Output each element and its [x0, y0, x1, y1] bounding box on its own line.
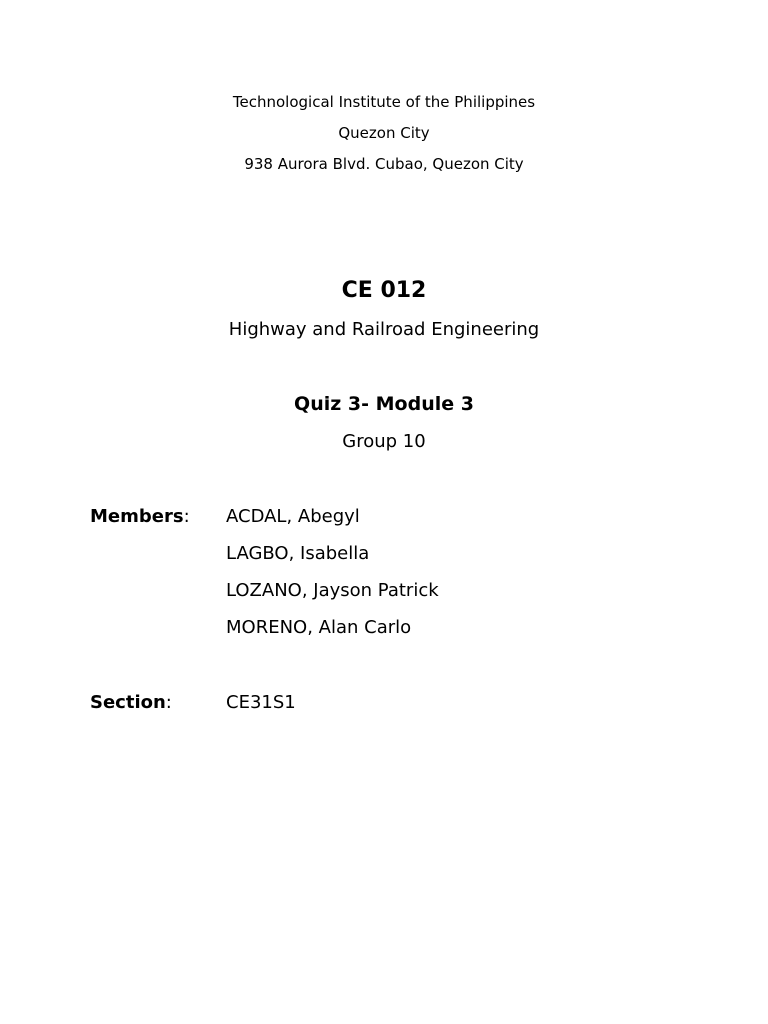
course-code: CE 012 — [341, 278, 427, 303]
member-name: LAGBO, Isabella — [226, 543, 370, 564]
member-name: MORENO, Alan Carlo — [226, 617, 412, 638]
member-name: ACDAL, Abegyl — [226, 506, 360, 527]
section-label-text: Section — [90, 692, 166, 713]
institution-city: Quezon City — [338, 124, 430, 142]
section-value: CE31S1 — [226, 692, 296, 713]
members-label-text: Members — [90, 506, 184, 527]
institution-name: Technological Institute of the Philippines — [232, 93, 536, 111]
member-name: LOZANO, Jayson Patrick — [226, 580, 439, 601]
section-colon: : — [165, 692, 172, 713]
institution-address: 938 Aurora Blvd. Cubao, Quezon City — [244, 155, 524, 173]
members-label — [90, 505, 190, 529]
members-colon: : — [183, 506, 190, 527]
course-title: Highway and Railroad Engineering — [228, 319, 540, 340]
quiz-title: Quiz 3- Module 3 — [294, 393, 474, 415]
group-number: Group 10 — [342, 431, 426, 452]
section-label — [90, 691, 172, 715]
